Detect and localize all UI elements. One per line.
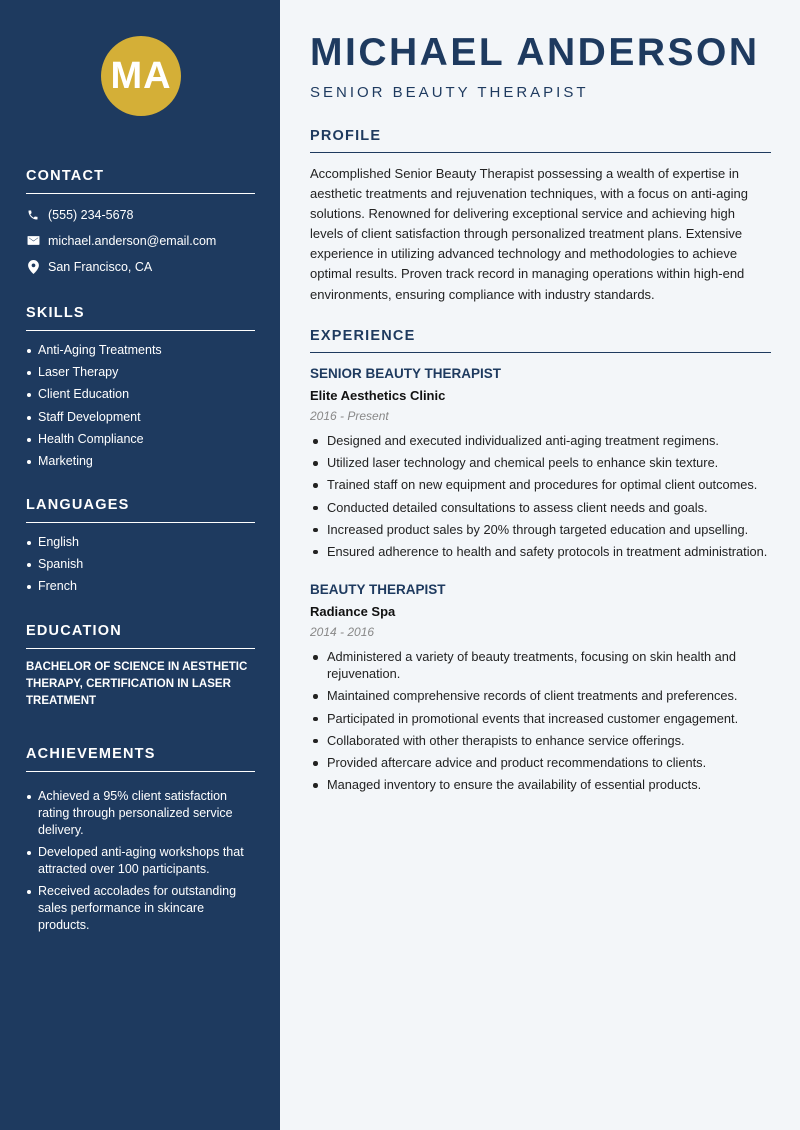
- skills-section: [26, 305, 255, 475]
- job-bullet: Increased product sales by 20% through targeted education and upselling.: [310, 521, 771, 538]
- phone-text: (555) 234-5678: [48, 207, 134, 222]
- job-bullet: Designed and executed individualized anti-aging treatment regimens.: [310, 432, 771, 449]
- initials-avatar: MA: [101, 36, 181, 116]
- skills-heading: SKILLS: [26, 305, 255, 331]
- skill-item: Anti-Aging Treatments: [26, 342, 255, 359]
- job-title: BEAUTY THERAPIST: [310, 582, 446, 597]
- achievements-heading: ACHIEVEMENTS: [26, 746, 255, 772]
- job-bullets: [310, 432, 771, 560]
- education-degree: BACHELOR OF SCIENCE IN AESTHETIC THERAPY, CERTIFICATION IN LASER TREATMENT: [26, 661, 248, 707]
- skill-item: Client Education: [26, 386, 255, 403]
- contact-section: [26, 168, 255, 274]
- language-item: Spanish: [26, 556, 255, 573]
- job-bullet: Maintained comprehensive records of client treatments and preferences.: [310, 687, 771, 704]
- contact-email: [26, 233, 255, 248]
- language-item: English: [26, 534, 255, 551]
- job-bullet: Participated in promotional events that increased customer engagement.: [310, 710, 771, 727]
- skills-list: [26, 342, 255, 470]
- achievements-section: [26, 746, 255, 940]
- job-bullet: Managed inventory to ensure the availability of essential products.: [310, 776, 771, 793]
- experience-heading: EXPERIENCE: [310, 328, 771, 353]
- location-pin-icon: [26, 260, 40, 274]
- job-dates: 2016 - Present: [310, 409, 389, 423]
- languages-list: [26, 534, 255, 595]
- languages-section: [26, 497, 255, 601]
- job-bullet: Utilized laser technology and chemical peels to enhance skin texture.: [310, 454, 771, 471]
- skill-item: Laser Therapy: [26, 364, 255, 381]
- job-bullet: Trained staff on new equipment and procedures for optimal client outcomes.: [310, 476, 771, 493]
- job-entry: [310, 366, 771, 565]
- achievement-item: Achieved a 95% client satisfaction rating through personalized service delivery.: [26, 788, 255, 839]
- achievement-item: Developed anti-aging workshops that attracted over 100 participants.: [26, 844, 255, 878]
- job-bullet: Collaborated with other therapists to enhance service offerings.: [310, 732, 771, 749]
- achievements-list: [26, 788, 255, 934]
- skill-item: Staff Development: [26, 409, 255, 426]
- contact-location: [26, 259, 255, 274]
- phone-icon: [26, 208, 40, 222]
- sidebar: [0, 0, 280, 1130]
- job-company: Radiance Spa: [310, 604, 396, 619]
- location-text: San Francisco, CA: [48, 259, 153, 274]
- candidate-title: SENIOR BEAUTY THERAPIST: [310, 84, 589, 101]
- email-icon: [26, 234, 40, 248]
- education-heading: EDUCATION: [26, 623, 255, 649]
- contact-phone: [26, 207, 255, 222]
- job-bullet: Administered a variety of beauty treatments, focusing on skin health and rejuvenation.: [310, 648, 771, 683]
- profile-text: Accomplished Senior Beauty Therapist possessing a wealth of expertise in aesthetic treatments and rejuvenation techniques, with a focus on anti-aging solutions. Renowned for delivering exceptional service and achieving high levels of client satisfaction through personalized treatment plans. Extensive experience in utilizing advanced technology and methodologies to achieve optimal results. Proven track record in managing operations within high-end environments, ensuring compliance with industry standards.: [310, 166, 748, 302]
- job-bullet: Provided aftercare advice and product recommendations to clients.: [310, 754, 771, 771]
- job-bullets: [310, 648, 771, 794]
- profile-heading: PROFILE: [310, 128, 771, 153]
- job-bullet: Ensured adherence to health and safety protocols in treatment administration.: [310, 543, 771, 560]
- languages-heading: LANGUAGES: [26, 497, 255, 523]
- email-text: michael.anderson@email.com: [48, 233, 217, 248]
- skill-item: Health Compliance: [26, 431, 255, 448]
- skill-item: Marketing: [26, 453, 255, 470]
- candidate-name: MICHAEL ANDERSON: [310, 31, 760, 74]
- job-dates: 2014 - 2016: [310, 625, 375, 639]
- job-entry: [310, 582, 771, 798]
- language-item: French: [26, 578, 255, 595]
- job-company: Elite Aesthetics Clinic: [310, 388, 446, 403]
- achievement-item: Received accolades for outstanding sales performance in skincare products.: [26, 883, 255, 934]
- contact-heading: CONTACT: [26, 168, 255, 194]
- job-title: SENIOR BEAUTY THERAPIST: [310, 366, 502, 381]
- education-section: [26, 623, 255, 710]
- job-bullet: Conducted detailed consultations to assess client needs and goals.: [310, 499, 771, 516]
